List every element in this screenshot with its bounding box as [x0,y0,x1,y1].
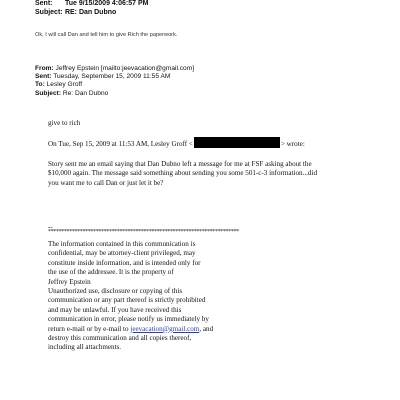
disclaimer-line: Jeffrey Epstein [48,277,91,286]
forwarded-sent-value: Tuesday, September 15, 2009 11:55 AM [53,73,171,81]
email-link[interactable]: jeevacation@gmail.com [130,324,200,333]
disclaimer-line: confidential, may be attorney-client privileged, may [48,249,196,258]
disclaimer-line: Unauthorized use, disclosure or copying of this [48,287,183,296]
from-label: From: [35,65,54,72]
story-line-2: $10,000 again. The message said something about sending you some 501-c-3 information...did [48,169,317,178]
reply-text: Ok, I will call Dan and tell him to give Rich the paperwork. [35,32,178,38]
subject-label: Subject: [35,9,63,16]
signature-stars: ************************************************************************ [48,229,239,235]
signature-dashes: -- [48,223,53,231]
subject-row [35,9,116,16]
to-label: To: [35,81,45,89]
give-to-rich-text: give to rich [48,119,81,127]
sent-label: Sent: [35,0,53,7]
disclaimer-line: constitute inside information, and is intended only for [48,258,201,267]
disclaimer-line: the use of the addressee. It is the property of [48,268,174,277]
story-line-1: Story sent me an email saying that Dan Dubno left a message for me at FSF asking about the [48,160,312,168]
from-row [35,65,194,73]
email-line-before: return e-mail or by e-mail to [48,324,131,333]
quote-intro-before: On Tue, Sep 15, 2009 at 11:53 AM, Lesley Groff < [48,140,193,148]
disclaimer-line: including all attachments. [48,343,122,352]
quoted-message [48,160,378,188]
redaction-box [194,137,280,148]
disclaimer-line: communication or any part thereof is strictly prohibited [48,296,206,305]
email-line-after: , and [199,324,214,333]
forwarded-subject-row [35,90,194,98]
disclaimer-line: The information contained in this communication is [48,240,196,248]
forwarded-subject-value: Re: Dan Dubno [62,89,109,97]
forwarded-subject-label: Subject: [35,89,62,97]
forwarded-header [35,65,194,98]
to-value: Lesley Groff [46,81,83,89]
subject-value: RE: Dan Dubno [64,9,117,16]
from-value: Jeffrey Epstein [mailto:jeevacation@gmail.com] [55,65,195,72]
to-row [35,81,194,89]
sent-row [35,0,148,7]
forwarded-sent-label: Sent: [35,73,52,81]
story-line-3: you want me to call Dan or just let it be? [48,178,164,187]
quote-intro-line [48,137,305,148]
disclaimer-email-line [48,325,308,334]
forwarded-sent-row [35,73,194,81]
confidentiality-disclaimer [48,240,308,353]
disclaimer-line: destroy this communication and all copies thereof, [48,334,192,343]
sent-value: Tue 9/15/2009 4:06:57 PM [64,0,149,7]
quote-intro-after: > wrote: [280,140,305,148]
disclaimer-line: communication in error, please notify us immediately by [48,315,209,324]
disclaimer-line: and may be unlawful. If you have received this [48,305,182,314]
